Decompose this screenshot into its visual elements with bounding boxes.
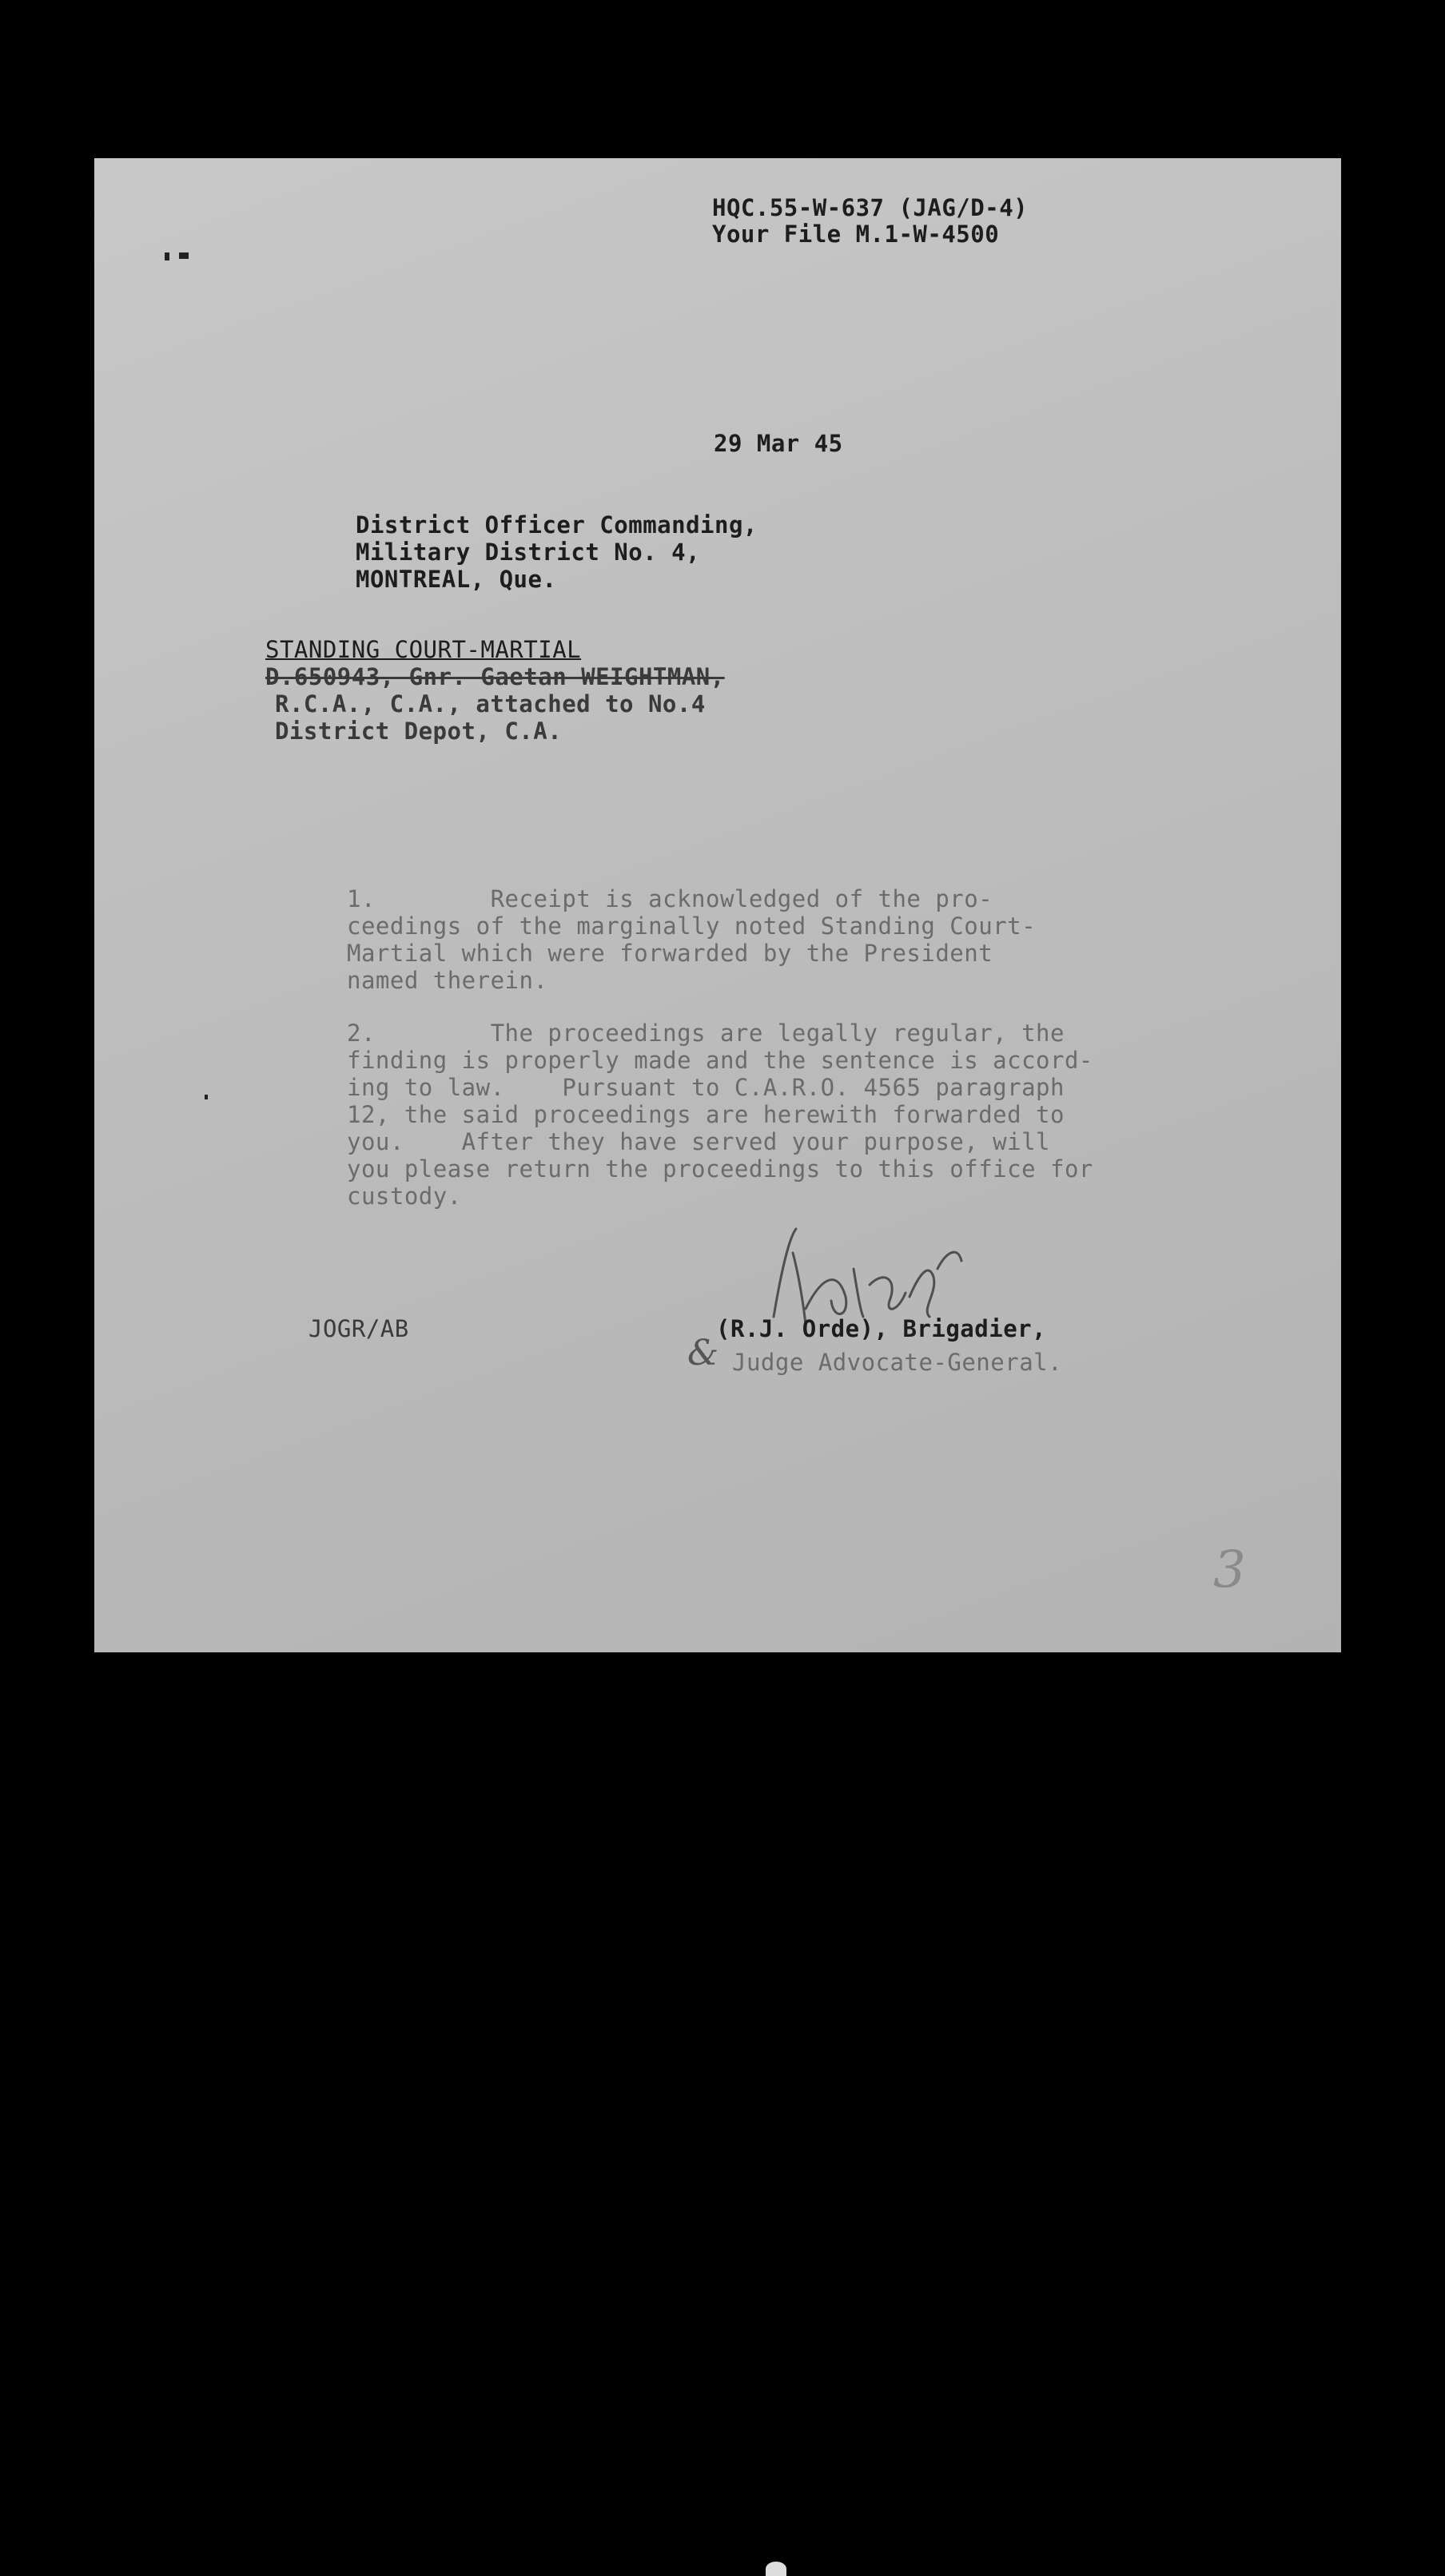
handwritten-ampersand: & xyxy=(687,1333,719,1373)
signature-name-line: (R.J. Orde), Brigadier, xyxy=(716,1315,1047,1342)
subject-line: D.650943, Gnr. Gaetan WEIGHTMAN, xyxy=(265,663,725,690)
subject-line: R.C.A., C.A., attached to No.4 xyxy=(275,690,706,718)
paragraph-2-line: you please return the proceedings to this office for xyxy=(347,1155,1093,1183)
page-number: 3 xyxy=(1213,1540,1246,1600)
document-page xyxy=(94,158,1341,1652)
scan-artifact xyxy=(766,2562,786,2576)
paragraph-1-line: named therein. xyxy=(347,967,548,994)
paragraph-2-line: finding is properly made and the sentence is accord- xyxy=(347,1047,1093,1074)
typist-initials: JOGR/AB xyxy=(309,1315,409,1342)
addressee-line: Military District No. 4, xyxy=(356,539,701,566)
margin-dot xyxy=(205,1095,208,1099)
paragraph-1-line: 1. Receipt is acknowledged of the pro- xyxy=(347,885,993,912)
paragraph-1-line: Martial which were forwarded by the President xyxy=(347,940,993,967)
your-file-reference: Your File M.1-W-4500 xyxy=(712,221,1000,248)
subject-line: District Depot, C.A. xyxy=(275,718,563,745)
subject-heading: STANDING COURT-MARTIAL xyxy=(265,636,582,663)
margin-mark xyxy=(165,252,169,260)
paragraph-1-line: ceedings of the marginally noted Standing Court- xyxy=(347,912,1037,940)
margin-mark xyxy=(179,252,189,259)
signature-title-line: Judge Advocate-General. xyxy=(732,1349,1063,1376)
paragraph-2-line: custody. xyxy=(347,1183,462,1210)
addressee-line: MONTREAL, Que. xyxy=(356,566,557,593)
addressee-line: District Officer Commanding, xyxy=(356,511,758,539)
paragraph-2-line: ing to law. Pursuant to C.A.R.O. 4565 paragraph xyxy=(347,1074,1065,1101)
paragraph-2-line: 2. The proceedings are legally regular, the xyxy=(347,1020,1065,1047)
paragraph-2-line: you. After they have served your purpose, will xyxy=(347,1128,1051,1155)
letter-date: 29 Mar 45 xyxy=(714,430,843,457)
paragraph-2-line: 12, the said proceedings are herewith forwarded to xyxy=(347,1101,1065,1128)
file-reference: HQC.55-W-637 (JAG/D-4) xyxy=(712,194,1029,221)
